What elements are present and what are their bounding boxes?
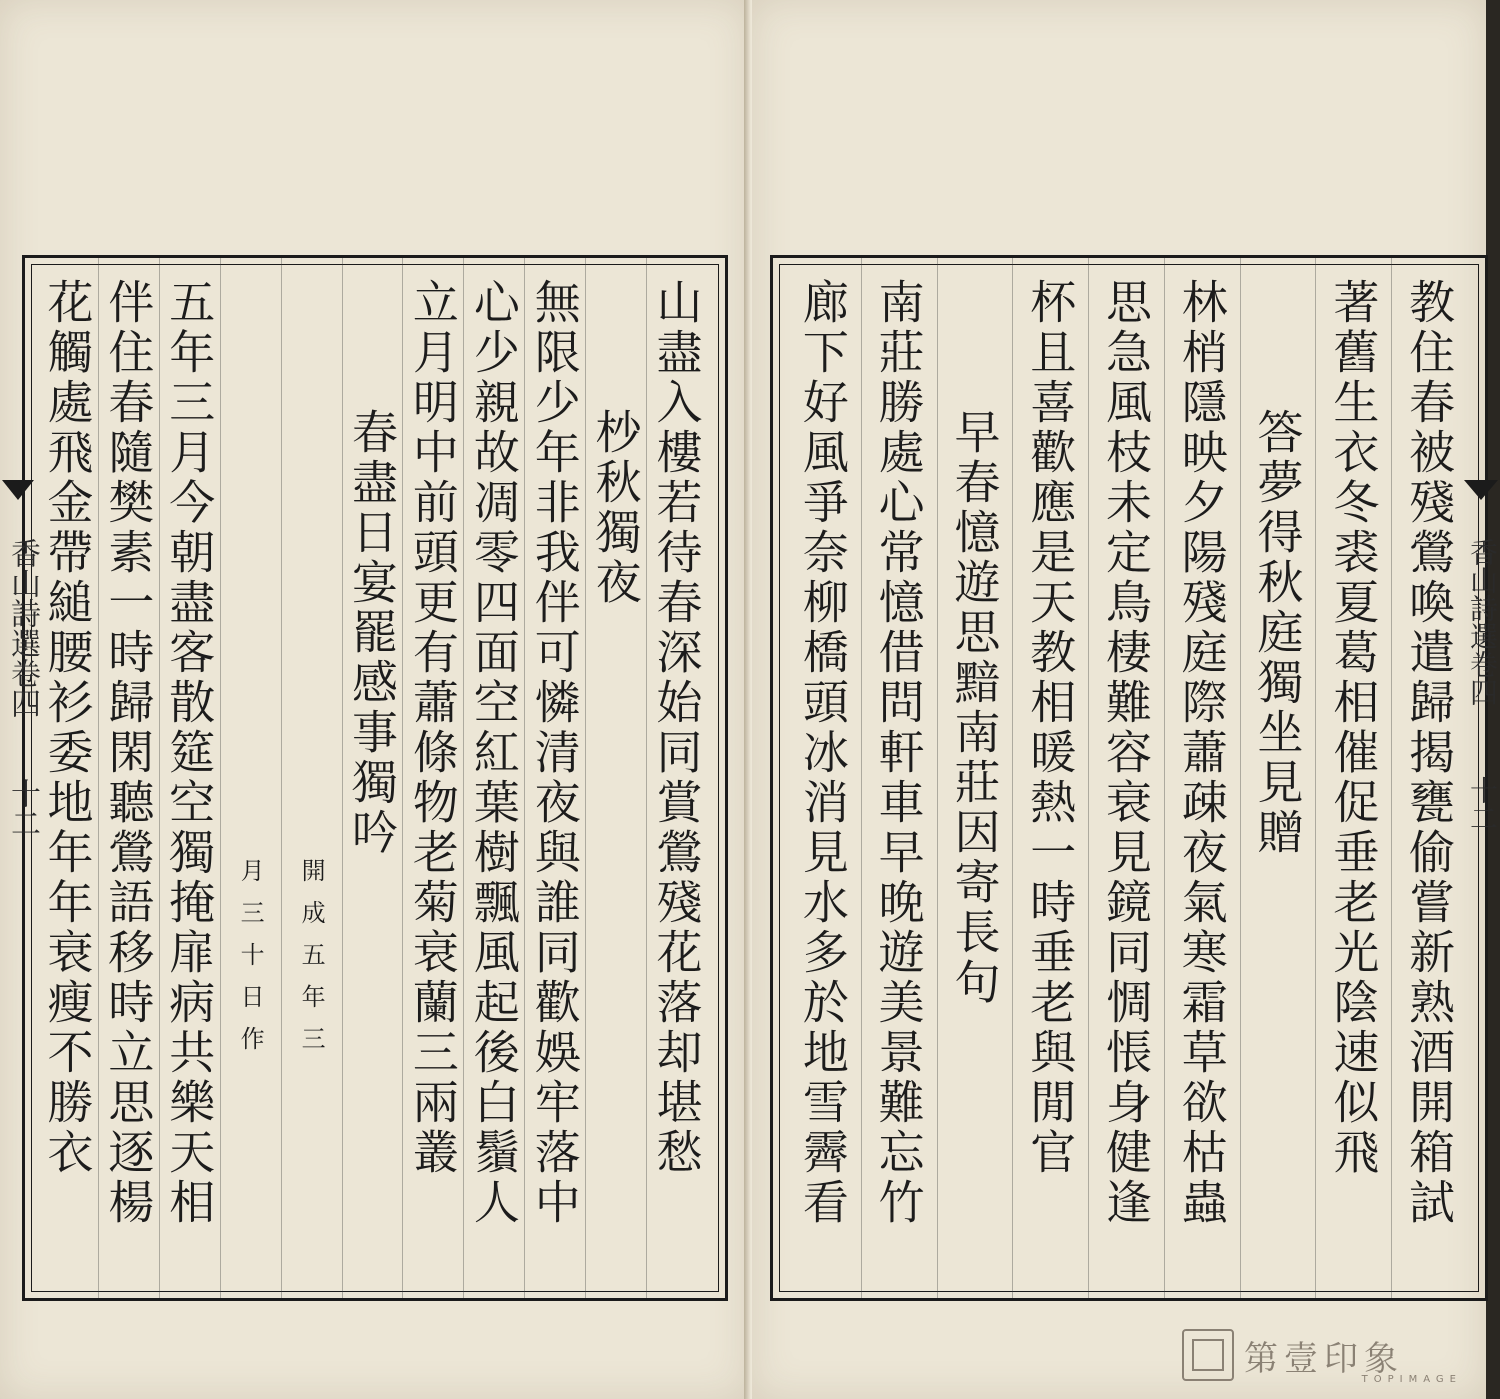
- right-column: 廊下好風爭奈柳橋頭冰消見水多於地雪霽看: [795, 278, 850, 1228]
- watermark-logo: [1182, 1325, 1482, 1385]
- right-column: 答夢得秋庭獨坐見贈: [1250, 408, 1305, 858]
- column-rule: [1315, 258, 1316, 1298]
- watermark-name: 第壹印象: [1244, 1338, 1404, 1379]
- column-rule: [98, 258, 99, 1298]
- column-rule: [463, 258, 464, 1298]
- right-column: 南莊勝處心常憶借問軒車早晚遊美景難忘竹: [871, 278, 926, 1228]
- left-column: 春盡日宴罷感事獨吟: [345, 408, 399, 858]
- column-rule: [1240, 258, 1241, 1298]
- column-rule: [1391, 258, 1392, 1298]
- column-rule: [281, 258, 282, 1298]
- right-margin-title: 香山詩選卷四: [1466, 538, 1499, 706]
- right-column: 林梢隱映夕陽殘庭際蕭疎夜氣寒霜草欲枯蟲: [1174, 278, 1229, 1228]
- left-column: 開成五年三: [297, 858, 326, 1068]
- left-column: 山盡入樓若待春深始同賞鶯殘花落却堪愁: [649, 278, 704, 1178]
- left-page: [0, 0, 748, 1399]
- left-page-number: 十二: [5, 778, 40, 838]
- column-rule: [1164, 258, 1165, 1298]
- left-column: 無限少年非我伴可憐清夜與誰同歡娛牢落中: [527, 278, 582, 1228]
- column-rule: [937, 258, 938, 1298]
- left-column: 杪秋獨夜: [588, 408, 643, 608]
- right-column: 思急風枝未定鳥棲難容衰見鏡同惆悵身健逢: [1099, 278, 1153, 1228]
- right-column: 著舊生衣冬裘夏葛相催促垂老光陰速似飛: [1326, 278, 1381, 1178]
- right-column: 早春憶遊思黯南莊因寄長句: [947, 408, 1002, 1008]
- column-rule: [159, 258, 160, 1298]
- column-rule: [646, 258, 647, 1298]
- right-text-block: [770, 255, 1488, 1301]
- left-column: 花觸處飛金帶縋腰衫委地年年衰瘦不勝衣: [40, 278, 95, 1178]
- left-text-block: [22, 255, 728, 1301]
- left-column: 心少親故凋零四面空紅葉樹飄風起後白鬚人: [466, 278, 521, 1228]
- column-rule: [524, 258, 525, 1298]
- left-fishtail-margin: [0, 470, 40, 1070]
- left-column: 月三十日作: [236, 858, 265, 1068]
- column-rule: [585, 258, 586, 1298]
- column-rule: [220, 258, 221, 1298]
- column-rule: [342, 258, 343, 1298]
- fishtail-mark-icon: [0, 470, 36, 530]
- right-fishtail-margin: [1462, 470, 1500, 1110]
- seal-icon: [1182, 1329, 1234, 1381]
- left-column: 伴住春隨樊素一時歸閑聽鶯語移時立思逐楊: [101, 278, 156, 1228]
- left-column: 立月明中前頭更有蕭條物老菊衰蘭三兩叢: [405, 278, 460, 1178]
- column-rule: [1088, 258, 1089, 1298]
- fishtail-mark-icon: [1462, 470, 1500, 530]
- right-column: 教住春被殘鶯喚遣歸揭甕偷嘗新熟酒開箱試: [1402, 278, 1457, 1228]
- column-rule: [402, 258, 403, 1298]
- left-margin-title: 香山詩選卷四: [5, 538, 40, 718]
- left-column: 五年三月今朝盡客散筵空獨掩扉病共樂天相: [162, 278, 217, 1228]
- right-column: 杯且喜歡應是天教相暖熱一時垂老與閒官: [1023, 278, 1078, 1178]
- right-page-number: 十二: [1466, 776, 1499, 832]
- watermark-sub: TOPIMAGE: [1361, 1374, 1462, 1385]
- column-rule: [1012, 258, 1013, 1298]
- column-rule: [861, 258, 862, 1298]
